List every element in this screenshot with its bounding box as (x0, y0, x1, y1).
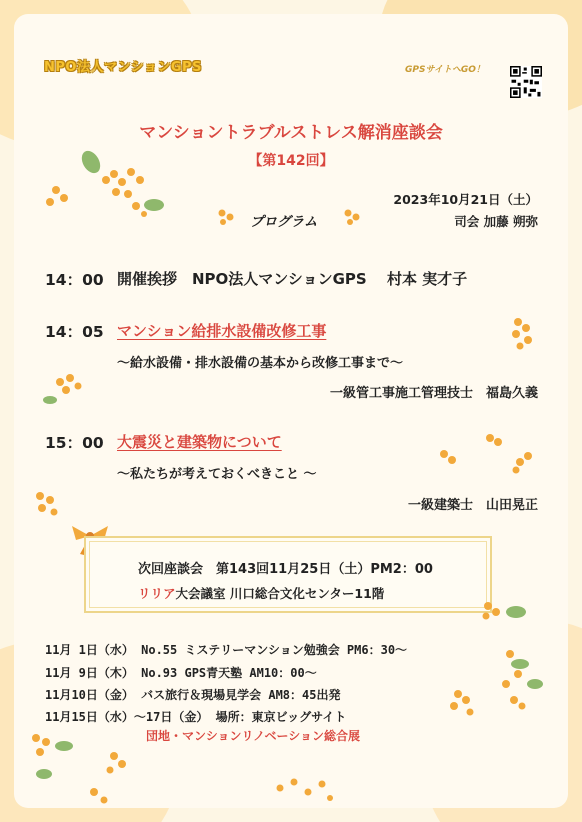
flower-icon (500, 302, 544, 358)
venue-rest: 大会議室 川口総合文化センター11階 (175, 586, 385, 601)
event-date: 2023年10月21日（土） (393, 192, 538, 207)
program-speaker: 一級建築士 山田晃正 (407, 498, 538, 513)
flower-icon (40, 368, 96, 408)
next-meeting-line: 次回座談会 第143回11月25日（土）PM2：00 (138, 562, 433, 577)
flower-icon (214, 205, 238, 227)
flower-icon (28, 486, 68, 522)
flower-icon (340, 205, 364, 227)
event-title: マンショントラブルストレス解消座談会 (139, 123, 443, 143)
event-number: 【第142回】 (248, 153, 334, 169)
program-label: プログラム (250, 214, 318, 230)
program-speaker: 一級管工事施工管理技士 福島久義 (329, 386, 538, 401)
venue-highlight: リリア (138, 586, 176, 601)
org-name: NPO法人マンションGPS (44, 60, 202, 75)
program-opening-line: 開催挨拶 NPO法人マンションGPS 村本 実才子 (117, 270, 468, 288)
schedule-item: 11月10日（金） バス旅行＆現場見学会 AM8：45出発 (45, 688, 341, 702)
schedule-note: 団地・マンションリノベーション総合展 (146, 729, 361, 743)
program-subtitle: ～給水設備・排水設備の基本から改修工事まで～ (117, 356, 404, 371)
qr-code-icon[interactable] (510, 66, 542, 98)
schedule-item: 11月15日（水）～17日（金） 場所：東京ビッグサイト (45, 710, 347, 724)
flower-icon (476, 594, 532, 626)
program-time: 14：00 (45, 271, 104, 289)
site-link[interactable]: GPSサイトへGO！ (405, 65, 485, 75)
flower-icon (36, 150, 166, 230)
program-time: 14：05 (45, 323, 104, 341)
program-time: 15：00 (45, 434, 104, 452)
schedule-item: 11月 1日（水） No.55 ミステリーマンション勉強会 PM6：30～ (45, 643, 408, 657)
next-meeting-venue (138, 584, 384, 602)
program-subtitle: ～私たちが考えておくべきこと ～ (117, 467, 317, 482)
flower-icon (270, 772, 340, 808)
event-host: 司会 加藤 朔弥 (454, 214, 538, 229)
program-topic: 大震災と建築物について (117, 433, 282, 451)
flower-icon (440, 644, 550, 724)
flower-icon (24, 726, 134, 816)
schedule-item: 11月 9日（木） No.93 GPS青天塾 AM10：00～ (45, 666, 317, 680)
program-topic: マンション給排水設備改修工事 (117, 322, 327, 340)
flower-icon (430, 428, 540, 478)
